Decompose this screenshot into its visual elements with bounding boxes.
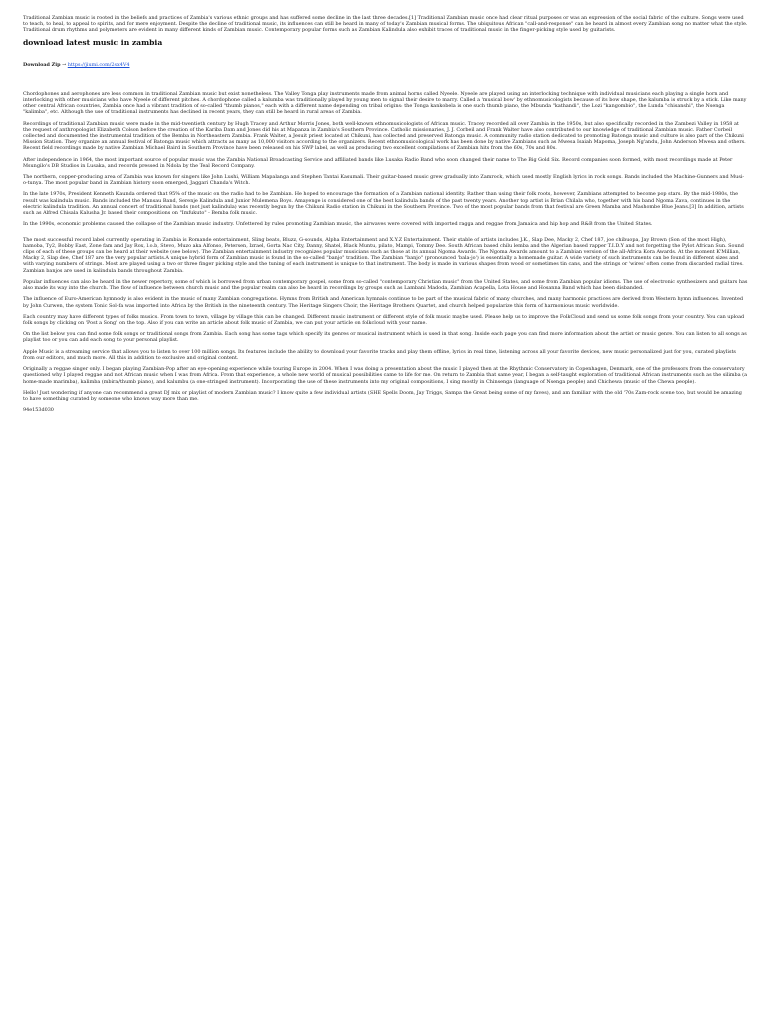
article-paragraph: The influence of Euro-American hymnody is also evident in the music of many Zambian congregations. Hymns from British and American hymnals continue to be part of the musical fabric of many churches, and many harmonic practices are derived from Western hymn influences. Invented by John Curwen, the system Tonic Sol-fa was imported into Africa by the British in the nineteenth century. The Heritage Singers Choir, the Heritage Brothers Quartet, and church helped popularize this form of harmonious music worldwide. (23, 296, 744, 309)
download-line (23, 63, 748, 69)
article-paragraph: Each country may have different types of folks musics. From town to town, village by village this can be changed. Different music instrument or different style of folk music maybe used. Please help us to improve the FolkCloud and send us some folk songs from your country. You can upload folk songs by clicking on 'Post a Song' on the top. Also if you can write an article about folk music of Zambia, we can put your article on folkcloud with your name. (23, 313, 745, 326)
article-paragraph: In the 1990s, economic problems caused the collapse of the Zambian music industry. Unfettered by rules promoting Zambian music, the airwaves were covered with imported ragga and reggae from Jamaica and hip hop and R&B from the United States. (23, 221, 653, 228)
page-title: download latest music in zambia (23, 37, 163, 47)
footer-code: 94e153d030 (23, 407, 54, 414)
article-body (23, 91, 748, 414)
article-paragraph: Recordings of traditional Zambian music were made in the mid-twentieth century by Hugh Tracey and Arthur Morris Jones, both well-known ethnomusicologists of African music. Tracey recorded all over Zambia in the 1950s, but also specifically recorded in the Zambezi Valley in 1958 at the request of anthropologist Elizabeth Colson before the creation of the Kariba Dam and Jones did his at Mapanza in Zambia's Southern Province. Catholic missionaries, J. J. Corbeil and Frank Walter have also contributed to our knowledge of traditional Zambian music. Father Corbeil collected and documented the instrumental tradition of the Bemba in Northeastern Zambia. Frank Walter, a Jesuit priest located at Chikuni, has collected and preserved Batonga music. A community radio station dedicated to promoting Batonga music and culture is also part of the Chikuni Mission Station. They organize an annual festival of Batonga music which attracts as many as 10,000 visitors according to the organizers. Recent ethnomusicological work has been done by native Zambians such as Mwesa Isaiah Mapoma, Joseph Ng'andu, John Anderson Mwesa and others. Recent field recordings made by native Zambian Michael Baird in Southern Province have been released on his SWP label, as well as producing two excellent compilations of Zambian hits from the 60s, 70s and 80s. (23, 120, 746, 152)
article-paragraph: The most successful record label currently operating in Zambia is Romande entertainment, Sling beats, Bluzz, G-sounds, Alpha Entertainment and X.Y.Z Entertainment. Their stable of artists includes J.K., Slap Dee, Macky 2, Chef 187, joe chibuopa, Jay Brown (Son of the most High), hamoba, Ty2, Bobby East, Zone fam and Jay Rox, l.o.b, Stevo, Muzo aka Alfonso, Petersen, Izrael, Gorta Nac City, Danny, Shatel, Black Muntu, pilato, Mampi, Tommy Dee. South African based chilu lemba and the Algerian based rapper T.I.D.Y and not forgetting the Pylot African Sun. Sound clips of each of these groups can be heard at their website (see below). The Zambian entertainment industry recognizes popular musicians such as those at its annual Ngoma Awards. The Ngoma Awards amount to a Zambian version of the all-Africa Kora Awards. At the moment K'Millian, Macky 2, Slap dee, Chef 187 are the very popular artists.A unique hybrid form of Zambian music is found in the so-called "banjo" tradition. The Zambian "banjo" (pronounced 'bala-jo') is essentially a homemade guitar. A wide variety of such instruments can be found in different sizes and with varying numbers of strings. Most are played using a two or three finger picking style and the tuning of each instrument is unique to that instrument. The body is made in various shapes from wood or sometimes tin cans, and the strings or 'wires' often come from discarded radial tires. Zambian banjos are used in kalindula bands throughout Zambia. (23, 236, 744, 274)
article-paragraph: Chordophones and aerophones are less common in traditional Zambian music but exist nonetheless. The Valley Tonga play instruments made from animal horns called Nyeele. Nyeele are played using an interlocking technique with individual musicians each playing a single horn and interlocking with other musicians who have Nyeele of different pitches. A chordophone called a kalumba was traditionally played by young men to signal their desire to marry. Called a 'musical bow' by ethnomusicologists because of its bow shape, the kalumba is struck by a stick. Like many other central African countries, Zambia once had a vibrant tradition of so-called "thumb pianos," each with a different name depending on tribal origins: the Tonga kankobela is one such thumb piano, the Mbunda "kathandi", the Lozi "kangombio", the Lunda "chisanshi", the Nsenga "kalimba", etc. Although the use of traditional instruments has declined in recent years, they can still be heard in rural areas of Zambia. (23, 90, 747, 116)
download-arrow: → (60, 61, 68, 68)
download-link[interactable]: https://jiumi.com/2sx4V4 (67, 61, 130, 68)
article-paragraph: Popular influences can also be heard in the newer repertory, some of which is borrowed from urban contemporary gospel, some from so-called "contemporary Christian music" from the United States, and some from Zambian popular idioms. The use of electronic synthesizers and guitars has also made its way into the church. The flow of influence between church music and the popular realm can also be heard in recordings by groups such as Lambani Madoda, Zambian Acapella, Lota House and Hosanna Band which has been disbanded. (23, 278, 748, 292)
article-paragraph: In the late 1970s, President Kenneth Kaunda ordered that 95% of the music on the radio had to be Zambian. He hoped to encourage the formation of a Zambian national identity. Rather than using their folk roots, however, Zambians attempted to become pop stars. By the mid-1980s, the result was kalindula music. Bands included the Mansau Band, Serenje Kalindula and Junior Mulemena Boys. Amayenge is considered one of the best kalindula bands of the past twenty years. Another top artist is Brian Chilala who, together with his band Ngoma Zava, continues in the electric kalindula tradition. An annual concert of traditional bands (not just kalindula) was recently begun by the Chikuni Radio station in Chikuni in the Southern Province. Two of the most popular bands from that festival are Green Mamba and Mashombe Blue Jeans.[3] In addition, artists such as Alfred Chisala Kalusha Jr. based their compositions on "Imfukuto" - Bemba folk music. (23, 191, 744, 217)
article-paragraph: Apple Music is a streaming service that allows you to listen to over 100 million songs. Its features include the ability to download your favorite tracks and play them offline, lyrics in real time, listening across all your favorite devices, new music personalized just for you, curated playlists from our editors, and much more. All this in addition to exclusive and original content. (23, 348, 736, 361)
intro-paragraph: Traditional Zambian music is rooted in the beliefs and practices of Zambia's various ethnic groups and has suffered some decline in the last three decades.[1] Traditional Zambian music once had clear ritual purposes or was an expression of the social fabric of the culture. Songs were used to teach, to heal, to appeal to spirits, and for mere enjoyment. Despite the decline of traditional music, its influences can still be heard in many of today's Zambian musical forms. The ubiquitous African "call-and-response" can be heard in almost every Zambian song no matter what the style. Traditional drum rhythms and polymeters are evident in many different kinds of Zambian music. Contemporary popular forms such as Zambian Kalindula also exhibit traces of traditional music in the finger-picking style used by guitarists. (23, 15, 748, 34)
article-paragraph: After independence in 1964, the most important source of popular music was the Zambia National Broadcasting Service and affiliated bands like Lusaka Radio Band who soon changed their name to The Big Gold Six. Record companies soon formed, with most recordings made at Peter Msungilo's DB Studios in Lusaka, and records pressed in Ndola by the Teal Record Company. (23, 156, 733, 169)
article-paragraph: Hello! Just wondering if anyone can recommend a great DJ mix or playlist of modern Zambian music? I know quite a few individual artists (SHE Spells Doom, Jay Triggs, Sampa the Great being some of my faves), and am familiar with the old '70s Zam-rock scene too, but would be amazing to have something curated by someone who knows way more than me. (23, 389, 742, 402)
article-paragraph: Originally a reggae singer only. I began playing Zambian-Pop after an eye-opening experience while touring Europe in 2004. When I was doing a presentation about the music I played then at the Rhythmic Conservatory in Copenhagen, Denmark, one of the professors from the conservatory questioned why I played reggae and not African music when I was from Africa. From that experience, a whole new world of musical possibilities came to life for me. On return to Zambia that same year, I began a self-taught exploration of traditional African instruments such as the silimba (a home-made marimba), kalimba (mbira/thumb piano), and kalumbu (a one-stringed instrument). Incorporating the use of these instruments into my original compositions, I sing mostly in Chinsenga (language of Nsenga people) and Chichewa (music of the Chewa people). (23, 366, 747, 385)
download-label: Download Zip (23, 61, 61, 68)
article-paragraph: The northern, copper-producing area of Zambia was known for singers like John Lushi, William Mapalanga and Stephen Tantai Kasumali. Their guitar-based music grew gradually into Zamrock, which used mostly English lyrics in rock songs. Bands included the Machine-Gunners and Musi-o-tunya. The most popular band in Zambian history soon emerged, Jaggari Chanda's Witch. (23, 174, 745, 187)
article-paragraph: On the list below you can find some folk songs or traditional songs from Zambia. Each song has some tags which specify its genres or musical instrument which is used in that song. Inside each page you can find more information about the artist or music genre. You can listen to all songs as playlist too or you can add each song to your personal playlist. (23, 331, 747, 344)
